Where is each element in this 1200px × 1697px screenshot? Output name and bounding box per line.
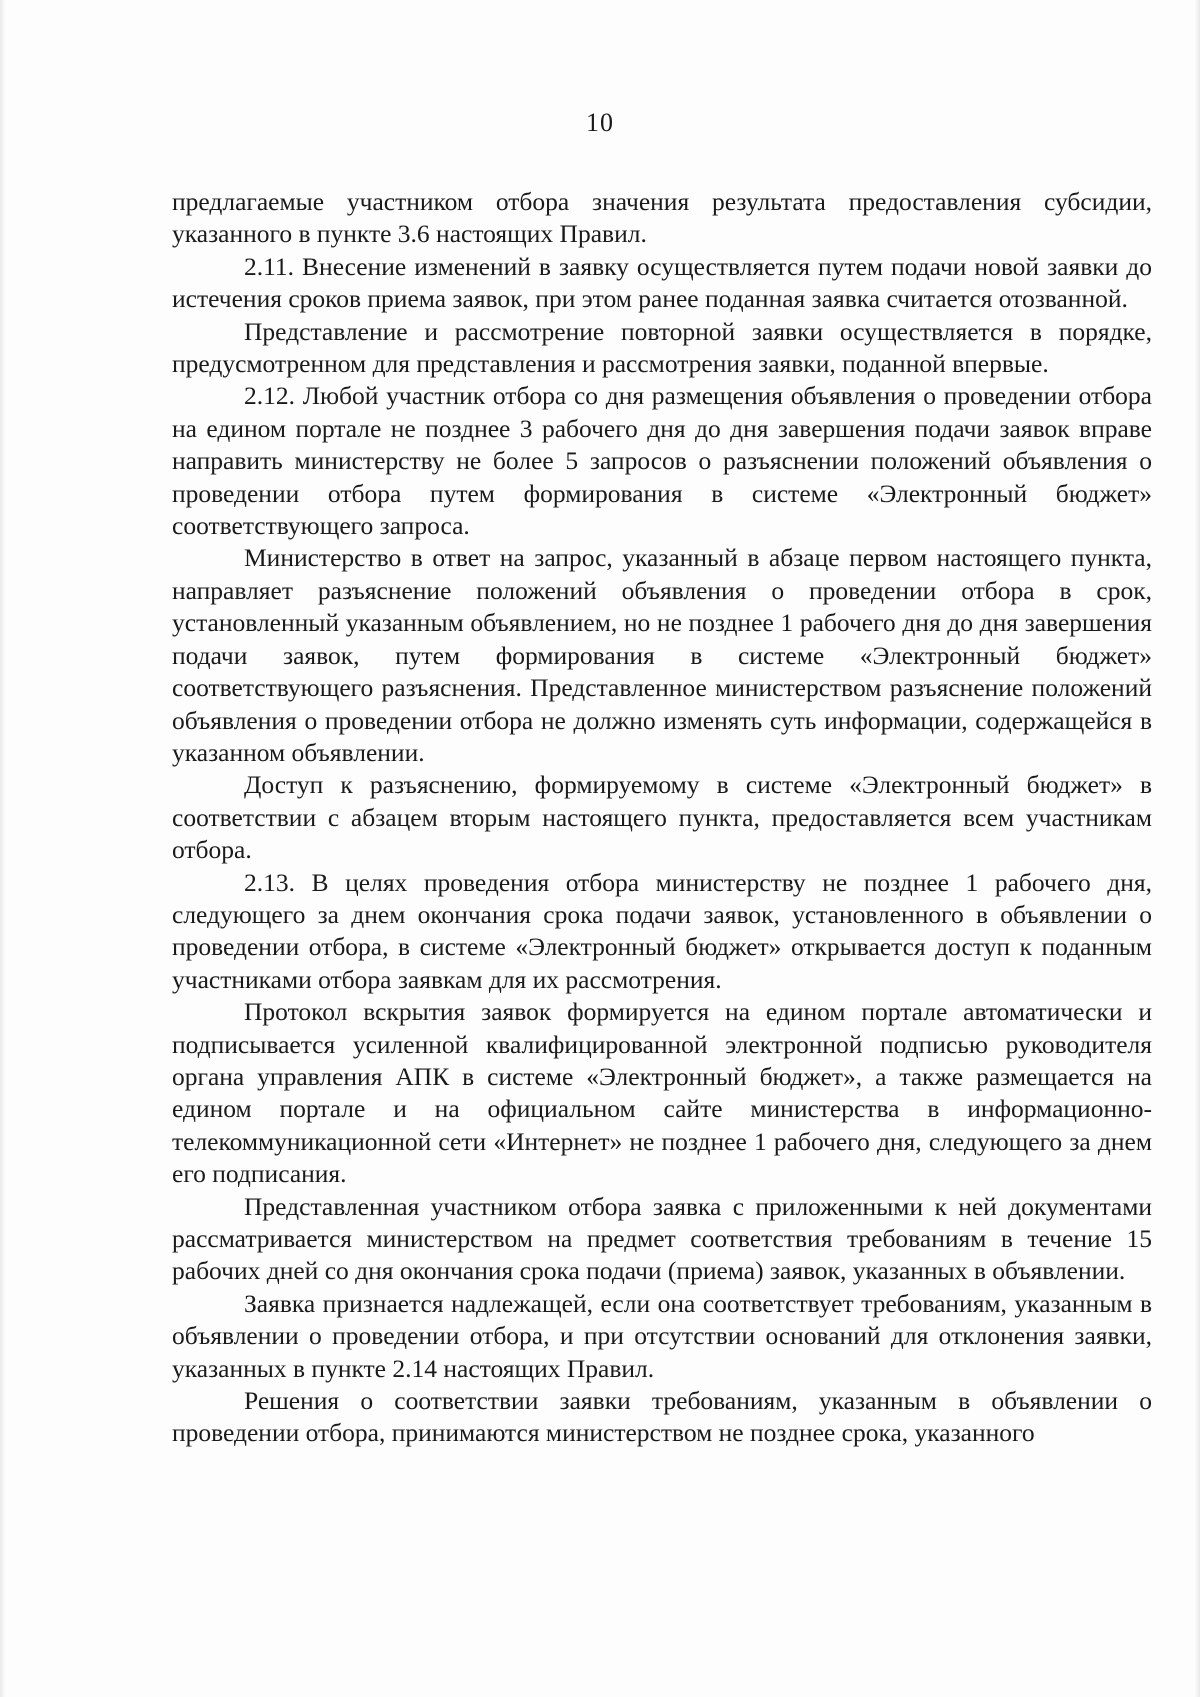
paragraph: Представленная участником отбора заявка с приложенными к ней документами рассматривается министерством на предмет соответствия требованиям в течение 15 рабочих дней со дня окончания срока подачи (приема) заявок, указанных в объявлении. (172, 1191, 1152, 1286)
scan-edge-left (0, 0, 6, 1697)
paragraph-continuation: предлагаемые участником отбора значения результата предоставления субсидии, указанного в пункте 3.6 настоящих Правил. (172, 187, 1152, 249)
document-body (172, 186, 1152, 1450)
paragraph: Министерство в ответ на запрос, указанный в абзаце первом настоящего пункта, направляет разъяснение положений объявления о проведении отбора в срок, установленный указанным объявлением, но не позднее 1 рабочего дня до дня завершения подачи заявок, путем формирования в системе «Электронный бюджет» соответствующего разъяснения. Представленное министерством разъяснение положений объявления о проведении отбора не должно изменять суть информации, содержащейся в указанном объявлении. (172, 543, 1152, 767)
paragraph-2-11: 2.11. Внесение изменений в заявку осуществляется путем подачи новой заявки до истечения сроков приема заявок, при этом ранее поданная заявка считается отозванной. (172, 251, 1152, 314)
paragraph: Решения о соответствии заявки требованиям, указанным в объявлении о проведении отбора, принимаются министерством не позднее срока, указанного (172, 1386, 1152, 1448)
page-number: 10 (586, 108, 614, 137)
paragraph-2-12: 2.12. Любой участник отбора со дня размещения объявления о проведении отбора на едином портале не позднее 3 рабочего дня до дня завершения подачи заявок вправе направить министерству не более 5 запросов о разъяснении положений объявления о проведении отбора путем формирования в системе «Электронный бюджет» соответствующего запроса. (172, 381, 1152, 541)
paragraph-2-13: 2.13. В целях проведения отбора министерству не позднее 1 рабочего дня, следующего за днем окончания срока подачи заявок, установленного в объявлении о проведении отбора, в системе «Электронный бюджет» открывается доступ к поданным участниками отбора заявкам для их рассмотрения. (172, 867, 1152, 994)
paragraph: Протокол вскрытия заявок формируется на едином портале автоматически и подписывается усиленной квалифицированной электронной подписью руководителя органа управления АПК в системе «Электронный бюджет», а также размещается на едином портале и на официальном сайте министерства в информационно-телекоммуникационной сети «Интернет» не позднее 1 рабочего дня, следующего за днем его подписания. (172, 997, 1152, 1189)
paragraph: Доступ к разъяснению, формируемому в системе «Электронный бюджет» в соответствии с абзацем вторым настоящего пункта, предоставляется всем участникам отбора. (172, 770, 1152, 865)
scan-edge-right (1194, 0, 1200, 1697)
paragraph: Заявка признается надлежащей, если она соответствует требованиям, указанным в объявлении о проведении отбора, и при отсутствии оснований для отклонения заявки, указанных в пункте 2.14 настоящих Правил. (172, 1288, 1152, 1383)
paragraph: Представление и рассмотрение повторной заявки осуществляется в порядке, предусмотренном для представления и рассмотрения заявки, поданной впервые. (172, 316, 1152, 379)
